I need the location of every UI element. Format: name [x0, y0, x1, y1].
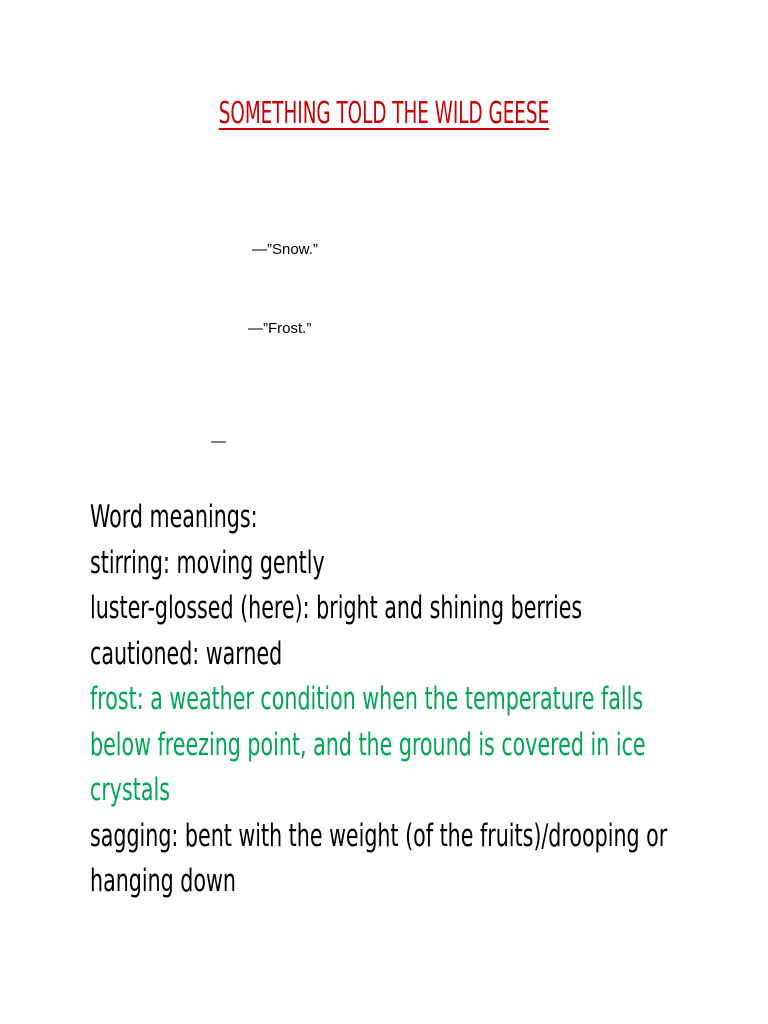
poem-title-text: SOMETHING TOLD THE WILD GEESE: [218, 96, 550, 131]
meaning-frost-line-2: below freezing point, and the ground is covered in ice: [90, 726, 646, 763]
poem-title: [0, 92, 768, 136]
meaning-sagging-line-1: sagging: bent with the weight (of the fruits)/drooping or: [90, 817, 668, 854]
meaning-cautioned: cautioned: warned: [90, 635, 283, 672]
meaning-frost-line-3: crystals: [90, 772, 170, 808]
meaning-frost-line-1: frost: a weather condition when the temperature falls: [90, 681, 644, 717]
quote-frost: —”Frost.”: [248, 320, 312, 337]
dash-mark: —: [211, 433, 226, 450]
word-meanings-section: [90, 495, 689, 905]
meaning-stirring: stirring: moving gently: [90, 544, 325, 581]
quote-snow: —”Snow.”: [252, 241, 318, 258]
meaning-sagging-line-2: hanging down: [90, 863, 236, 899]
meaning-luster-glossed: luster-glossed (here): bright and shining berries: [90, 590, 583, 626]
word-meanings-heading: Word meanings:: [90, 499, 258, 535]
